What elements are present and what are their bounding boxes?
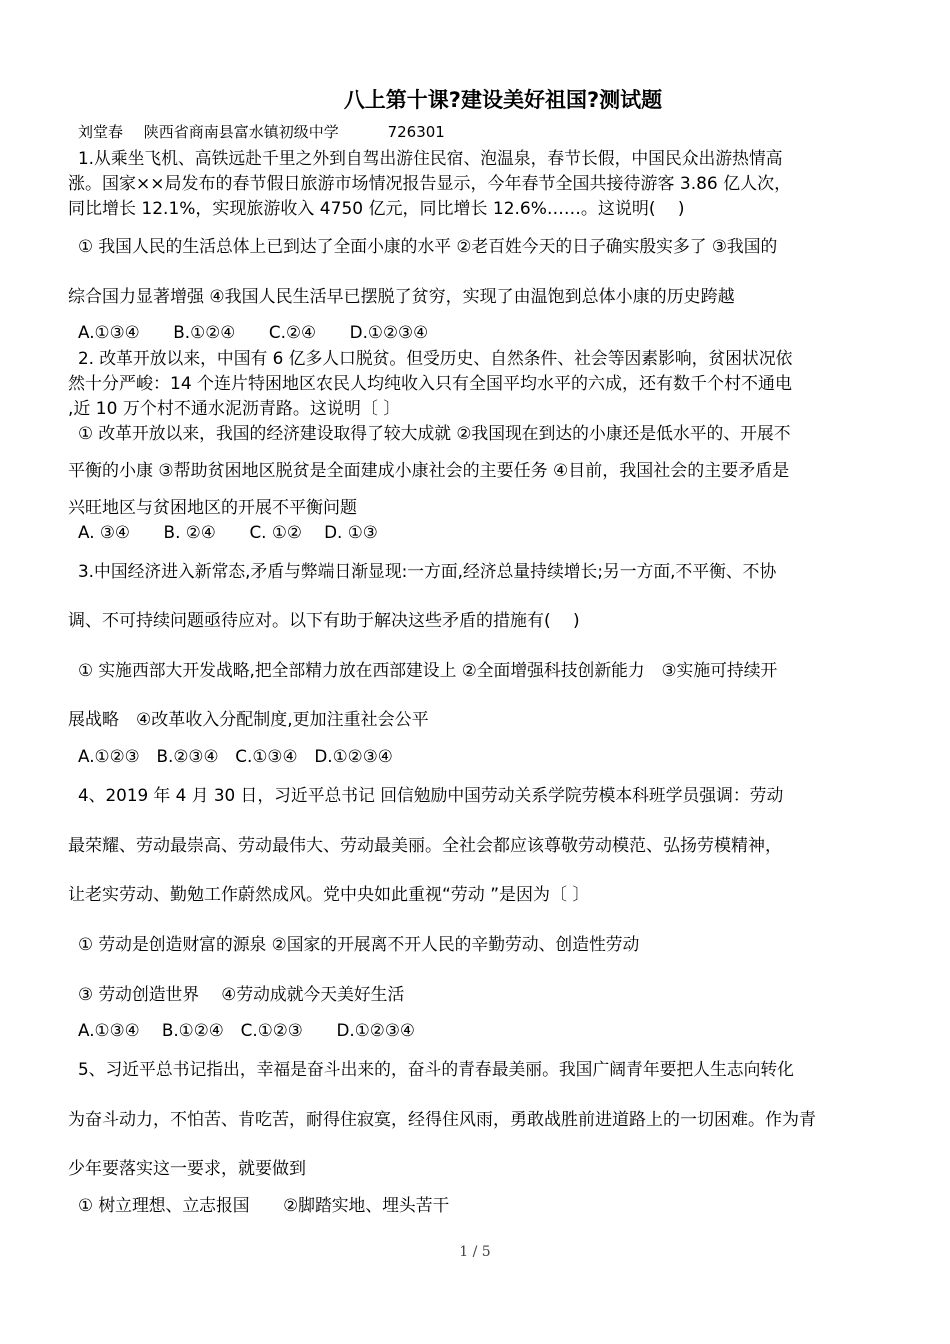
q4-statements-1: ① 劳动是创造财富的源泉 ②国家的开展离不开人民的辛勤劳动、创造性劳动: [78, 935, 640, 955]
q1-line-3: 同比增长 12.1%，实现旅游收入 4750 亿元，同比增长 12.6%……。这说明( ): [68, 199, 685, 219]
q1-line-1: 1.从乘坐飞机、高铁远赴千里之外到自驾出游住民宿、泡温泉，春节长假，中国民众出游热情高: [78, 149, 783, 169]
author-school: 陕西省商南县富水镇初级中学: [143, 123, 339, 141]
q3-line-1: 3.中国经济进入新常态,矛盾与弊端日渐显现:一方面,经济总量持续增长;另一方面,不平衡、不协: [78, 562, 777, 582]
q1-statements-1: ① 我国人民的生活总体上已到达了全面小康的水平 ②老百姓今天的日子确实殷实多了 ③我国的: [78, 237, 778, 257]
q1-options: A.①③④ B.①②④ C.②④ D.①②③④: [78, 323, 429, 343]
q4-options: A.①③④ B.①②④ C.①②③ D.①②③④: [78, 1021, 415, 1041]
q4-line-3: 让老实劳动、勤勉工作蔚然成风。党中央如此重视“劳动 ”是因为〔 〕: [68, 885, 590, 905]
q5-line-3: 少年要落实这一要求，就要做到: [68, 1159, 306, 1179]
page-number: 1 / 5: [459, 1244, 491, 1260]
q5-line-2: 为奋斗动力，不怕苦、肯吃苦，耐得住寂寞，经得住风雨，勇敢战胜前进道路上的一切困难。作为青: [68, 1110, 816, 1130]
author-name: 刘堂春: [78, 123, 124, 141]
q5-statements-1: ① 树立理想、立志报国 ②脚踏实地、埋头苦干: [78, 1196, 450, 1216]
q2-line-1: 2. 改革开放以来，中国有 6 亿多人口脱贫。但受历史、自然条件、社会等因素影响，贫困状况依: [78, 349, 793, 369]
q2-statements-3: 兴旺地区与贫困地区的开展不平衡问题: [68, 498, 357, 518]
q4-line-1: 4、2019 年 4 月 30 日，习近平总书记 回信勉励中国劳动关系学院劳模本科班学员强调：劳动: [78, 786, 784, 806]
author-line: [78, 121, 461, 142]
q2-line-2: 然十分严峻：14 个连片特困地区农民人均纯收入只有全国平均水平的六成，还有数千个村不通电: [68, 374, 793, 394]
q3-line-2: 调、不可持续问题亟待应对。以下有助于解决这些矛盾的措施有( ): [68, 611, 580, 631]
q4-line-2: 最荣耀、劳动最崇高、劳动最伟大、劳动最美丽。全社会都应该尊敬劳动模范、弘扬劳模精神，: [68, 836, 782, 856]
q4-statements-2: ③ 劳动创造世界 ④劳动成就今天美好生活: [78, 985, 405, 1005]
document-title: 八上第十课?建设美好祖国?测试题: [343, 88, 663, 112]
q2-statements-2: 平衡的小康 ③帮助贫困地区脱贫是全面建成小康社会的主要任务 ④目前，我国社会的主要矛盾是: [68, 461, 790, 481]
q2-line-3: ,近 10 万个村不通水泥沥青路。这说明〔 〕: [68, 399, 401, 419]
q2-statements-1: ① 改革开放以来，我国的经济建设取得了较大成就 ②我国现在到达的小康还是低水平的、开展不: [78, 424, 791, 444]
q2-options: A. ③④ B. ②④ C. ①② D. ①③: [78, 523, 378, 543]
q3-statements-2: 展战略 ④改革收入分配制度,更加注重社会公平: [68, 710, 429, 730]
q3-options: A.①②③ B.②③④ C.①③④ D.①②③④: [78, 747, 393, 767]
q3-statements-1: ① 实施西部大开发战略,把全部精力放在西部建设上 ②全面增强科技创新能力 ③实施可持续开: [78, 661, 778, 681]
author-zip: 726301: [387, 123, 445, 141]
q1-line-2: 涨。国家××局发布的春节假日旅游市场情况报告显示，今年春节全国共接待游客 3.86 亿人次，: [68, 174, 792, 194]
q5-line-1: 5、习近平总书记指出，幸福是奋斗出来的，奋斗的青春最美丽。我国广阔青年要把人生志向转化: [78, 1060, 794, 1080]
q1-statements-2: 综合国力显著增强 ④我国人民生活早已摆脱了贫穷，实现了由温饱到总体小康的历史跨越: [68, 287, 735, 307]
